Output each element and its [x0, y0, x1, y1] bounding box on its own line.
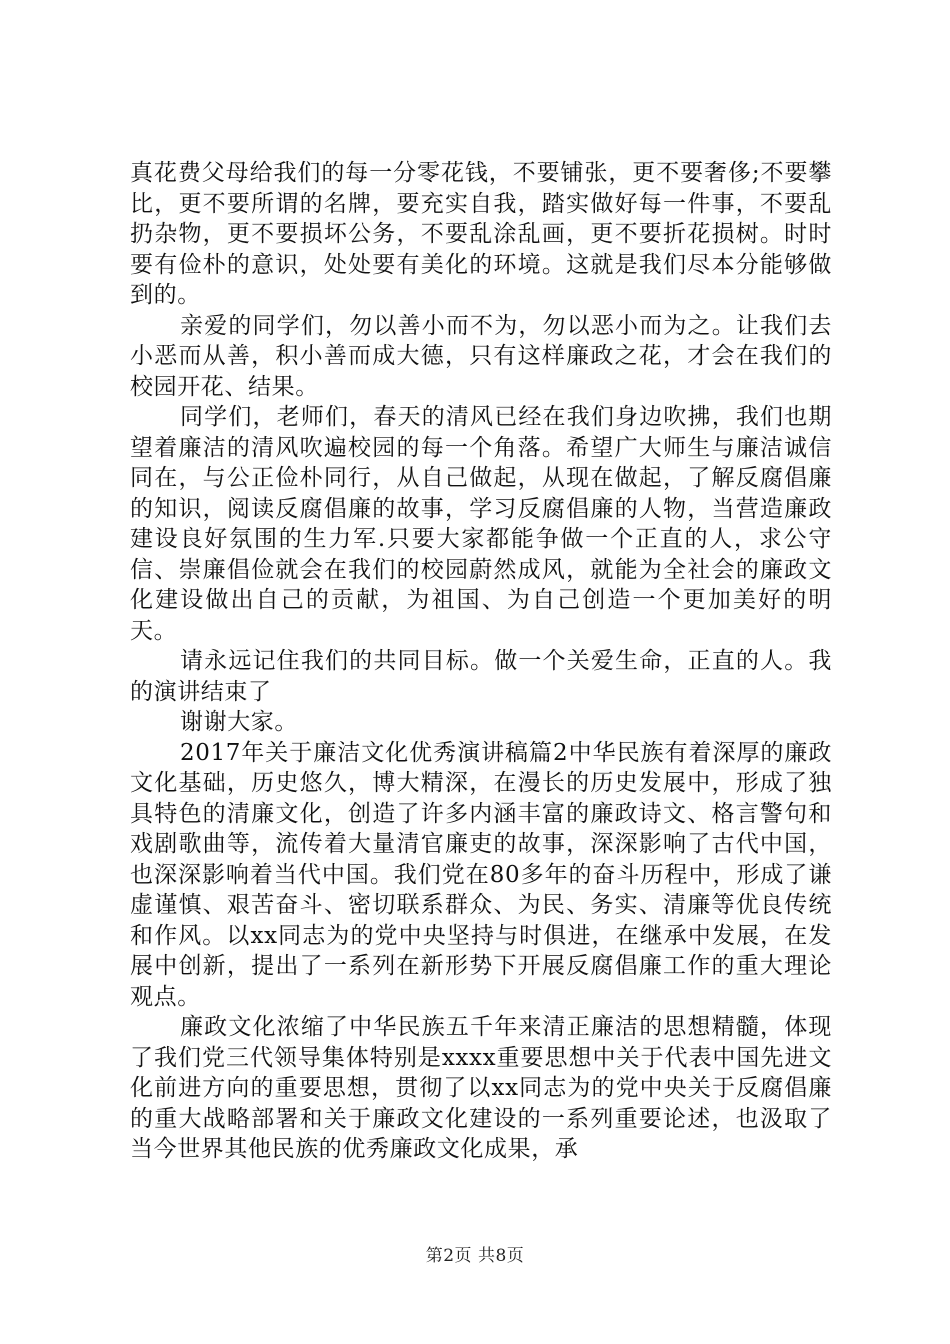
paragraph-5: 谢谢大家。 [180, 709, 298, 735]
paragraph-3: 同学们，老师们，春天的清风已经在我们身边吹拂，我们也期望着廉洁的清风吹遍校园的每一个角落。希望广大师生与廉洁诚信同在，与公正俭朴同行，从自己做起，从现在做起，了解反腐倡廉的知识，阅读反腐倡廉的故事，学习反腐倡廉的人物，当营造廉政建设良好氛围的生力军.只要大家都能争做一个正直的人，求公守信、崇廉倡俭就会在我们的校园蔚然成风，就能为全社会的廉政文化建设做出自己的贡献，为祖国、为自己创造一个更加美好的明天。 [130, 404, 832, 644]
paragraph-2: 亲爱的同学们，勿以善小而不为，勿以恶小而为之。让我们去小恶而从善，积小善而成大德，只有这样廉政之花，才会在我们的校园开花、结果。 [130, 312, 832, 400]
paragraph-4: 请永远记住我们的共同目标。做一个关爱生命，正直的人。我的演讲结束了 [130, 648, 832, 705]
page-number-footer: 第2页 共8页 [425, 1246, 525, 1266]
paragraph-1: 真花费父母给我们的每一分零花钱，不要铺张，更不要奢侈;不要攀比，更不要所谓的名牌，要充实自我，踏实做好每一件事，不要乱扔杂物，更不要损坏公务，不要乱涂乱画，更不要折花损树。时时要有俭朴的意识，处处要有美化的环境。这就是我们尽本分能够做到的。 [130, 160, 832, 308]
paragraph-6: 2017年关于廉洁文化优秀演讲稿篇2中华民族有着深厚的廉政文化基础，历史悠久，博大精深，在漫长的历史发展中，形成了独具特色的清廉文化，创造了许多内涵丰富的廉政诗文、格言警句和戏剧歌曲等，流传着大量清官廉吏的故事，深深影响了古代中国，也深深影响着当代中国。我们党在80多年的奋斗历程中，形成了谦虚谨慎、艰苦奋斗、密切联系群众、为民、务实、清廉等优良传统和作风。以xx同志为的党中央坚持与时俱进，在继承中发展，在发展中创新，提出了一系列在新形势下开展反腐倡廉工作的重大理论观点。 [130, 739, 832, 1010]
paragraph-7: 廉政文化浓缩了中华民族五千年来清正廉洁的思想精髓，体现了我们党三代领导集体特别是xxxx重要思想中关于代表中国先进文化前进方向的重要思想，贯彻了以xx同志为的党中央关于反腐倡廉的重大战略部署和关于廉政文化建设的一系列重要论述，也汲取了当今世界其他民族的优秀廉政文化成果，承 [130, 1014, 832, 1162]
document-body [130, 158, 832, 1165]
